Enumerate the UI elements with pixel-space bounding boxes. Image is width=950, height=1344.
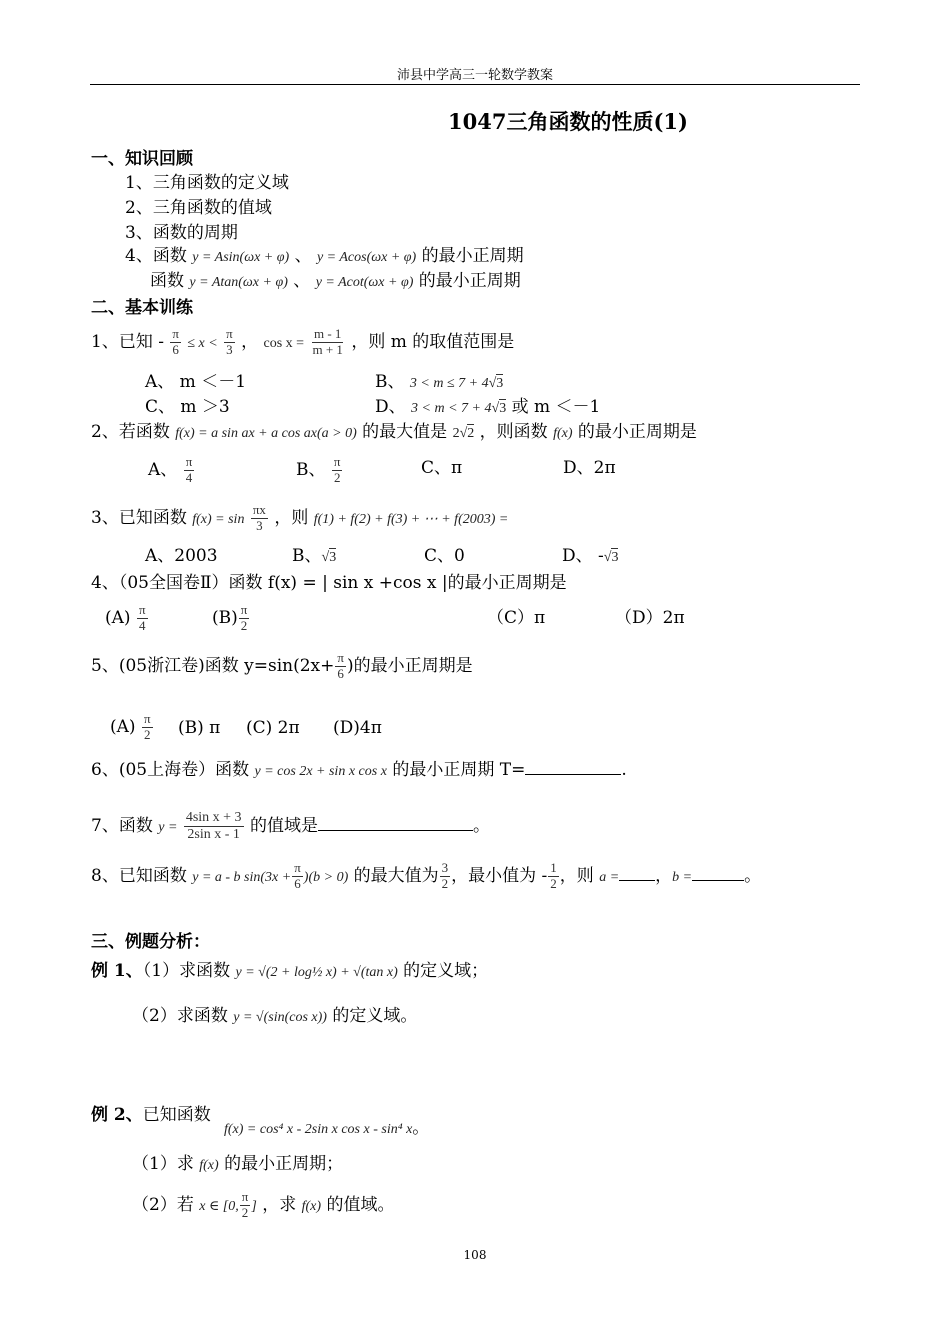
example-2-formula: f(x) = cos⁴ x - 2sin x cos x - sin⁴ x。 — [224, 1118, 430, 1138]
fraction-pi-over-6: $\frac{\pi}{6}$ — [172, 326, 179, 357]
q4-option-a: (A) $\frac{\pi}{4}$ — [105, 602, 146, 633]
fraction-m: $\frac{m - 1}{m + 1}$ — [312, 326, 343, 357]
question-1 — [91, 327, 514, 358]
section-heading-examples: 三、例题分析： — [91, 932, 210, 952]
example-1-part-2: （2）求函数 y = √(sin(cos x)) 的定义域。 — [132, 1006, 418, 1026]
question-6: 6、(05上海卷）函数 y = cos 2x + sin x cos x 的最小正周期 T= . — [91, 760, 627, 780]
question-7: 7、函数 y = $\frac{\text{4sin x + 3}}{\text{2sin x - 1}}$ 的值域是 。 — [91, 810, 490, 843]
q5-option-a: (A) $\frac{\pi}{2}$ — [110, 711, 151, 742]
q5-option-c: (C) 2π — [246, 718, 300, 738]
q2-option-a: A、 $\frac{\pi}{4}$ — [148, 454, 193, 485]
page-header: 沛县中学高三一轮数学教案 — [396, 68, 553, 83]
separator: 、 — [294, 246, 312, 266]
fraction-pi-over-3: $\frac{\pi}{3}$ — [226, 326, 233, 357]
example-2: 例 2、已知函数 — [91, 1105, 211, 1125]
answer-blank-q7[interactable] — [318, 815, 473, 831]
q5-option-d: (D)4π — [333, 718, 382, 738]
formula-acot: y = Acot(ωx + φ) — [315, 275, 414, 290]
q3-option-b: B、√3 — [292, 546, 337, 566]
example-2-label: 例 2、 — [91, 1105, 143, 1125]
formula-asin: y = Asin(ωx + φ) — [192, 250, 290, 265]
answer-blank-b[interactable] — [692, 865, 744, 881]
section-heading-training: 二、基本训练 — [91, 298, 193, 318]
question-3: 3、已知函数 f(x) = sin $\frac{\pi x}{3}$ ，则 f(1) + f(2) + f(3) + ⋯ + f(2003) = — [91, 502, 509, 533]
review-item-4b — [150, 273, 521, 290]
review-item-4b-lead: 函数 — [150, 271, 184, 291]
example-2-part-1: （1）求 f(x) 的最小正周期； — [132, 1154, 344, 1174]
q1-lead: 1、已知 - — [91, 331, 164, 352]
q3-option-d: D、 -√3 — [562, 546, 619, 566]
answer-blank-q6[interactable] — [525, 759, 621, 775]
q1-option-c: C、 m ＞3 — [145, 397, 230, 417]
question-4: 4、（05全国卷Ⅱ）函数 f(x) = | sin x +cos x |的最小正周期是 — [91, 573, 567, 593]
example-1-label: 例 1、 — [91, 961, 143, 981]
q1-cos: cos x = — [263, 335, 305, 351]
q4-option-d: （D）2π — [615, 608, 685, 628]
q1-option-d: D、 3 < m < 7 + 4√3 或 m ＜－1 — [375, 397, 601, 417]
review-item-4b-tail: 的最小正周期 — [418, 271, 521, 291]
review-item-4-tail: 的最小正周期 — [421, 246, 524, 266]
q4-option-b: (B) $\frac{\pi}{2}$ — [212, 602, 248, 633]
q3-option-c: C、0 — [424, 546, 465, 566]
page-number: 108 — [463, 1248, 487, 1262]
formula-atan: y = Atan(ωx + φ) — [189, 275, 288, 290]
q1-inequality: ≤ x < — [187, 335, 218, 351]
question-5: 5、(05浙江卷)函数 y=sin(2x+ $\frac{\pi}{6}$ )的最小正周期是 — [91, 650, 473, 681]
q1-comma: ， — [241, 331, 259, 352]
q1-tail: ，则 m 的取值范围是 — [351, 331, 515, 352]
review-item-2: 2、三角函数的值域 — [125, 198, 272, 218]
example-1: 例 1、（1）求函数 y = √(2 + log½ x) + √(tan x) 的定义域； — [91, 961, 489, 981]
review-item-4 — [125, 248, 524, 265]
q2-function: f(x) = a sin ax + a cos ax(a > 0) — [175, 426, 357, 441]
example-1-formula: y = √(2 + log½ x) + √(tan x) — [235, 965, 398, 980]
question-2: 2、若函数 f(x) = a sin ax + a cos ax(a > 0) 的最大值是 2√2 ，则函数 f(x) 的最小正周期是 — [91, 422, 697, 442]
q1-option-a: A、 m ＜－1 — [145, 372, 247, 392]
example-2-part-2: （2）若 x ∈ [0, $\frac{\pi}{2}$ ] ，求 f(x) 的值域。 — [132, 1189, 395, 1220]
q2-max-value: 2√2 — [452, 426, 475, 441]
review-item-3: 3、函数的周期 — [125, 223, 238, 243]
q3-option-a: A、2003 — [145, 546, 218, 566]
page-title: 1047三角函数的性质(1) — [448, 109, 688, 134]
q1-option-b: B、 3 < m ≤ 7 + 4√3 — [375, 372, 504, 392]
section-heading-review: 一、知识回顾 — [91, 149, 193, 169]
question-8: 8、已知函数 y = a - b sin(3x + $\frac{\pi}{6}$ )(b > 0) 的最大值为 $\frac{3}{2}$ ，最小值为 - $\frac{1}{2}$ ，则 a = ，b = 。 — [91, 860, 762, 891]
q5-option-b: (B) π — [178, 718, 221, 738]
q2-option-b: B、 $\frac{\pi}{2}$ — [296, 454, 341, 485]
q2-option-c: C、π — [421, 458, 463, 478]
review-item-4-lead: 4、函数 — [125, 246, 187, 266]
q2-option-d: D、2π — [563, 458, 616, 478]
formula-acos: y = Acos(ωx + φ) — [316, 250, 417, 265]
header-rule — [90, 84, 860, 85]
separator: 、 — [293, 271, 311, 291]
answer-blank-a[interactable] — [619, 865, 655, 881]
review-item-1: 1、三角函数的定义域 — [125, 173, 289, 193]
q3-sum: f(1) + f(2) + f(3) + ⋯ + f(2003) = — [313, 511, 509, 527]
q4-option-c: （C）π — [487, 608, 546, 628]
